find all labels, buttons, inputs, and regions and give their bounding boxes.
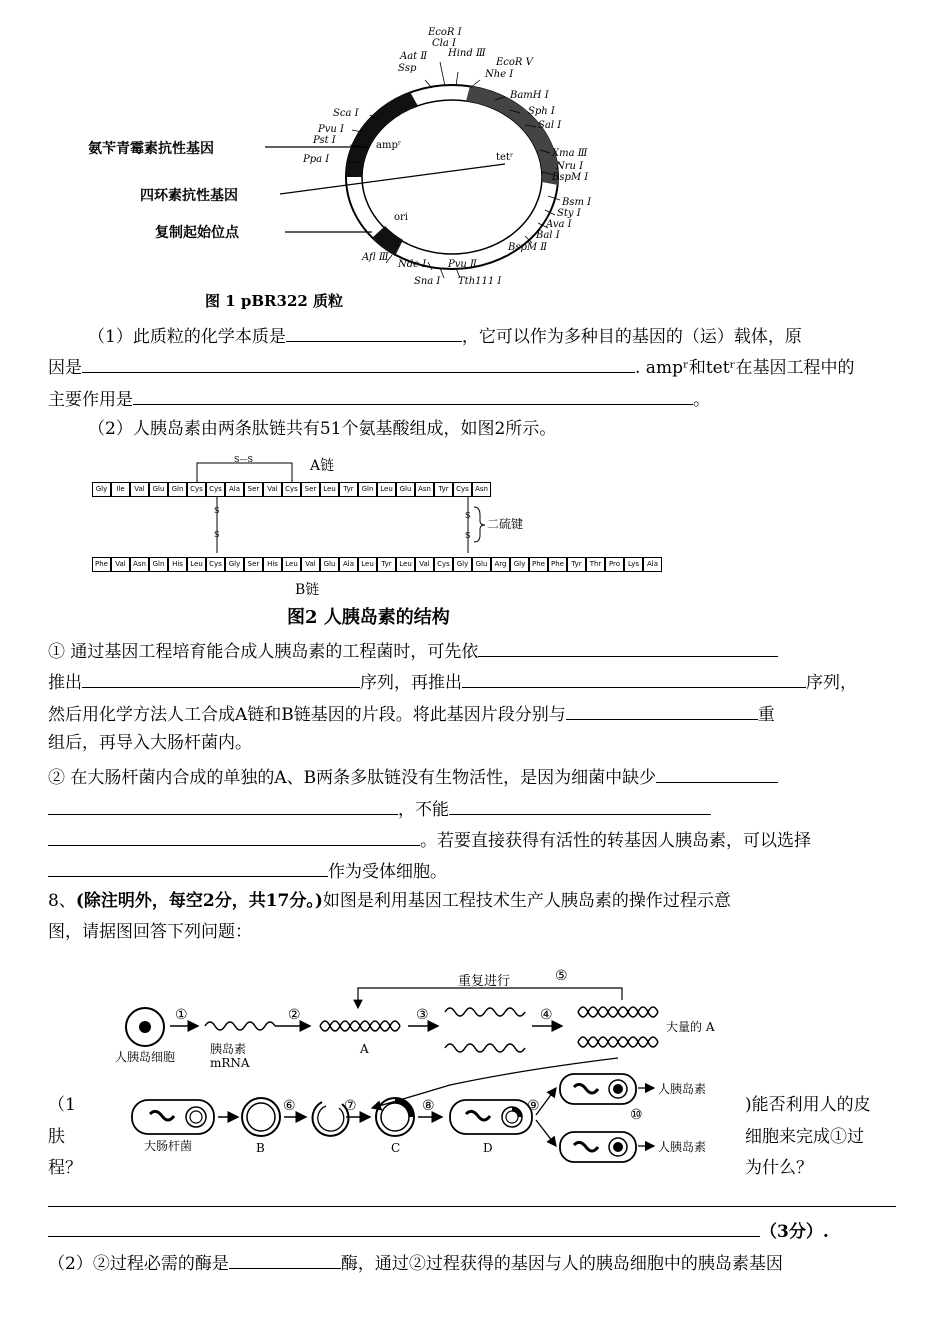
amino-acid: Val <box>301 557 320 572</box>
q2-text: 序列， <box>806 673 857 693</box>
amino-acid: Cys <box>206 557 225 572</box>
q1-line-1 <box>88 323 802 348</box>
step-3-label: ③ <box>416 1007 429 1023</box>
amino-acid: Glu <box>472 557 491 572</box>
site-label: BamH Ⅰ <box>510 90 549 101</box>
q8-1-right-1: )能否利用人的皮 <box>745 1095 871 1115</box>
q2-2-line-1 <box>48 764 778 789</box>
process-diagram <box>0 960 950 1190</box>
figure-2-insulin <box>0 445 950 630</box>
answer-blank[interactable] <box>48 827 420 846</box>
figure-2-caption: 图2 人胰岛素的结构 <box>287 607 450 628</box>
amino-acid: Asn <box>130 557 149 572</box>
q1-line-3 <box>48 386 710 411</box>
amino-acid: Val <box>263 482 282 497</box>
amino-acid: Val <box>111 557 130 572</box>
amino-acid: Glu <box>320 557 339 572</box>
amino-acid: Leu <box>358 557 377 572</box>
q8-1-right-2: 细胞来完成①过 <box>745 1127 864 1147</box>
site-label: BspM Ⅱ <box>508 242 548 253</box>
site-label: BspM Ⅰ <box>552 172 589 183</box>
q2-text: 推出 <box>48 673 82 693</box>
chain-a <box>92 482 512 497</box>
amino-acid: His <box>168 557 187 572</box>
q2-text: ，不能 <box>398 800 449 820</box>
amino-acid: Gly <box>510 557 529 572</box>
step-8-label: ⑧ <box>422 1098 435 1114</box>
step-9-label: ⑨ <box>527 1098 540 1114</box>
amino-acid: Gly <box>92 482 111 497</box>
site-label: EcoR Ⅰ <box>428 27 462 38</box>
amino-acid: Arg <box>491 557 510 572</box>
site-label: Aat Ⅱ <box>400 51 428 62</box>
amino-acid: Ser <box>244 557 263 572</box>
q2-2-line-2 <box>48 796 711 821</box>
q8-1-right-3: 为什么？ <box>745 1158 813 1178</box>
amino-acid: Tyr <box>339 482 358 497</box>
amino-acid: Ala <box>643 557 662 572</box>
amino-acid: Ser <box>244 482 263 497</box>
amino-acid: Ala <box>339 557 358 572</box>
amino-acid: Gln <box>358 482 377 497</box>
site-label: Ssp <box>398 63 417 74</box>
answer-blank[interactable] <box>82 354 635 373</box>
answer-blank[interactable] <box>656 764 778 783</box>
amino-acid: Cys <box>453 482 472 497</box>
many-a-label: 大量的 A <box>666 1020 715 1034</box>
answer-blank[interactable] <box>449 796 711 815</box>
amino-acid: Val <box>130 482 149 497</box>
amino-acid: Glu <box>149 482 168 497</box>
amino-acid: Leu <box>396 557 415 572</box>
step-2-label: ② <box>288 1007 301 1023</box>
repeat-label: 重复进行 <box>458 974 511 989</box>
step-10-label: ⑩ <box>630 1107 643 1123</box>
amino-acid: Gln <box>149 557 168 572</box>
q1-line-2 <box>48 354 854 379</box>
ecoli-label: 大肠杆菌 <box>144 1139 193 1153</box>
site-label: Afl Ⅲ <box>362 252 389 263</box>
step-6-label: ⑥ <box>283 1098 296 1114</box>
amino-acid: Tyr <box>377 557 396 572</box>
site-label: Sty Ⅰ <box>557 208 581 219</box>
amino-acid: Phe <box>548 557 567 572</box>
amino-acid: Tyr <box>567 557 586 572</box>
q8-score-note: (除注明外，每空2分，共17分。) <box>75 891 323 911</box>
q8-text: 如图是利用基因工程技术生产人胰岛素的操作过程示意 <box>322 891 731 911</box>
site-label: Sca Ⅰ <box>333 108 359 119</box>
q1-text: . ampʳ和tetʳ在基因工程中的 <box>635 358 855 378</box>
site-label: Pvu Ⅰ <box>318 124 344 135</box>
q8-text: 酶，通过②过程获得的基因与人的胰岛细胞中的胰岛素基因 <box>340 1254 783 1274</box>
amino-acid: Phe <box>92 557 111 572</box>
label-d: D <box>483 1141 493 1155</box>
label-replication-origin: 复制起始位点 <box>155 225 239 241</box>
site-label: Xma Ⅲ <box>552 148 588 159</box>
amino-acid: Lys <box>624 557 643 572</box>
q2-text: 然后用化学方法人工合成A链和B链基因的片段。将此基因片段分别与 <box>48 705 566 725</box>
question-number: 8、 <box>48 891 76 911</box>
step-5-label: ⑤ <box>555 968 568 984</box>
site-label: Ava Ⅰ <box>546 219 572 230</box>
amino-acid: Cys <box>434 557 453 572</box>
answer-blank[interactable] <box>566 701 758 720</box>
q8-1-score-line <box>48 1218 829 1243</box>
q2-text: ① 通过基因工程培育能合成人胰岛素的工程菌时，可先依 <box>48 642 479 662</box>
amino-acid: Asn <box>415 482 434 497</box>
q1-text: 。 <box>693 390 710 410</box>
amino-acid: Ala <box>225 482 244 497</box>
label-b: B <box>256 1141 265 1155</box>
inner-tet-label: tetʳ <box>496 152 514 163</box>
amino-acid: Cys <box>187 482 206 497</box>
amino-acid: Glu <box>396 482 415 497</box>
amino-acid: His <box>263 557 282 572</box>
amino-acid: Asn <box>472 482 491 497</box>
q2-1-line-4: 组后，再导入大肠杆菌内。 <box>48 733 252 753</box>
step-1-label: ① <box>175 1007 188 1023</box>
label-amp-resistance-gene: 氨苄青霉素抗性基因 <box>88 141 214 157</box>
q2-2-line-4 <box>48 858 447 883</box>
site-label: Ppa Ⅰ <box>303 154 330 165</box>
q1-text: ，它可以作为多种目的基因的（运）载体，原 <box>461 327 802 347</box>
amino-acid: Pro <box>605 557 624 572</box>
intra-bond-ss: S—S <box>234 455 253 464</box>
answer-blank[interactable] <box>133 386 693 405</box>
site-label: Sph Ⅰ <box>528 106 555 117</box>
answer-blank[interactable] <box>82 669 360 688</box>
step-4-label: ④ <box>540 1007 553 1023</box>
answer-blank[interactable] <box>229 1250 341 1269</box>
amino-acid: Thr <box>586 557 605 572</box>
amino-acid: Cys <box>206 482 225 497</box>
amino-acid: Gly <box>453 557 472 572</box>
q2-text: ② 在大肠杆菌内合成的单独的A、B两条多肽链没有生物活性，是因为细菌中缺少 <box>48 768 657 788</box>
amino-acid: Leu <box>377 482 396 497</box>
chain-b-label: B链 <box>295 582 320 598</box>
amino-acid: Leu <box>320 482 339 497</box>
site-label: Nhe Ⅰ <box>485 69 514 80</box>
answer-blank[interactable] <box>478 638 778 657</box>
answer-blank[interactable] <box>48 796 398 815</box>
step-7-label: ⑦ <box>344 1098 357 1114</box>
label-a: A <box>360 1042 369 1056</box>
site-label: Pvu Ⅱ <box>448 259 477 270</box>
answer-blank[interactable] <box>462 669 806 688</box>
figure-1-plasmid <box>0 0 950 310</box>
q8-1-left-2: 肤 <box>48 1127 65 1147</box>
q1-text: 主要作用是 <box>48 390 133 410</box>
insulin-label-2: 人胰岛素 <box>658 1140 707 1154</box>
q8-2-line <box>48 1250 783 1275</box>
figure-3-process <box>0 960 950 1190</box>
site-label: Tth111 Ⅰ <box>458 276 502 287</box>
amino-acid: Ile <box>111 482 130 497</box>
site-label: Nru Ⅰ <box>556 161 584 172</box>
amino-acid: Leu <box>187 557 206 572</box>
amino-acid: Gly <box>225 557 244 572</box>
site-label: Bsm Ⅰ <box>562 197 592 208</box>
q2-1-line-2 <box>48 669 857 694</box>
amino-acid: Phe <box>529 557 548 572</box>
label-tet-resistance-gene: 四环素抗性基因 <box>140 188 238 204</box>
figure-1-caption: 图 1 pBR322 质粒 <box>205 292 344 310</box>
q8-text: （2）②过程必需的酶是 <box>48 1254 229 1274</box>
mrna-label-1: 胰岛素 <box>210 1042 247 1056</box>
q8-line-2: 图，请据图回答下列问题： <box>48 922 252 942</box>
site-label: Bal Ⅰ <box>536 230 560 241</box>
site-label: Nde Ⅰ <box>398 259 427 270</box>
amino-acid: Val <box>415 557 434 572</box>
chain-b <box>92 557 692 572</box>
site-label: Pst Ⅰ <box>313 135 336 146</box>
answer-blank[interactable] <box>48 1218 760 1237</box>
bond-s: S <box>214 530 220 539</box>
insulin-label-1: 人胰岛素 <box>658 1082 707 1096</box>
q8-line-1 <box>48 890 731 912</box>
site-label: Hind Ⅲ <box>448 48 486 59</box>
answer-blank[interactable] <box>286 323 462 342</box>
q8-1-left-3: 程？ <box>48 1158 82 1178</box>
q1-text: （1）此质粒的化学本质是 <box>88 327 286 347</box>
q2-1-line-1 <box>48 638 778 663</box>
q2-intro: （2）人胰岛素由两条肽链共有51个氨基酸组成，如图2所示。 <box>88 419 557 439</box>
answer-line[interactable] <box>48 1206 896 1207</box>
q2-text: 序列，再推出 <box>360 673 462 693</box>
answer-blank[interactable] <box>48 858 328 877</box>
q2-1-line-3 <box>48 701 775 726</box>
q2-2-line-3 <box>48 827 811 852</box>
q8-1-left-1: （1 <box>48 1095 76 1115</box>
q2-text: 。若要直接获得有活性的转基因人胰岛素，可以选择 <box>420 831 811 851</box>
inner-ori-label: ori <box>394 212 408 223</box>
amino-acid: Gln <box>168 482 187 497</box>
q1-text: 因是 <box>48 358 82 378</box>
amino-acid: Tyr <box>434 482 453 497</box>
bond-s: S <box>465 531 471 540</box>
site-label: Sal Ⅰ <box>538 120 562 131</box>
amino-acid: Leu <box>282 557 301 572</box>
site-label: Sna Ⅰ <box>414 276 441 287</box>
label-c: C <box>391 1141 401 1155</box>
bond-s: S <box>465 511 471 520</box>
mrna-label-2: mRNA <box>210 1056 250 1070</box>
site-label: EcoR Ⅴ <box>496 57 533 68</box>
score-note: （3分）. <box>760 1222 829 1242</box>
q2-text: 作为受体细胞。 <box>328 862 447 882</box>
amino-acid: Ser <box>301 482 320 497</box>
q2-text: 重 <box>757 705 775 725</box>
islet-cell-label: 人胰岛细胞 <box>115 1050 176 1064</box>
disulfide-bond-label: 二硫键 <box>487 517 524 531</box>
amino-acid: Cys <box>282 482 301 497</box>
site-label: Cla Ⅰ <box>432 38 456 49</box>
inner-amp-label: ampʳ <box>376 140 402 151</box>
chain-a-label: A链 <box>310 458 335 474</box>
bond-s: S <box>214 506 220 515</box>
